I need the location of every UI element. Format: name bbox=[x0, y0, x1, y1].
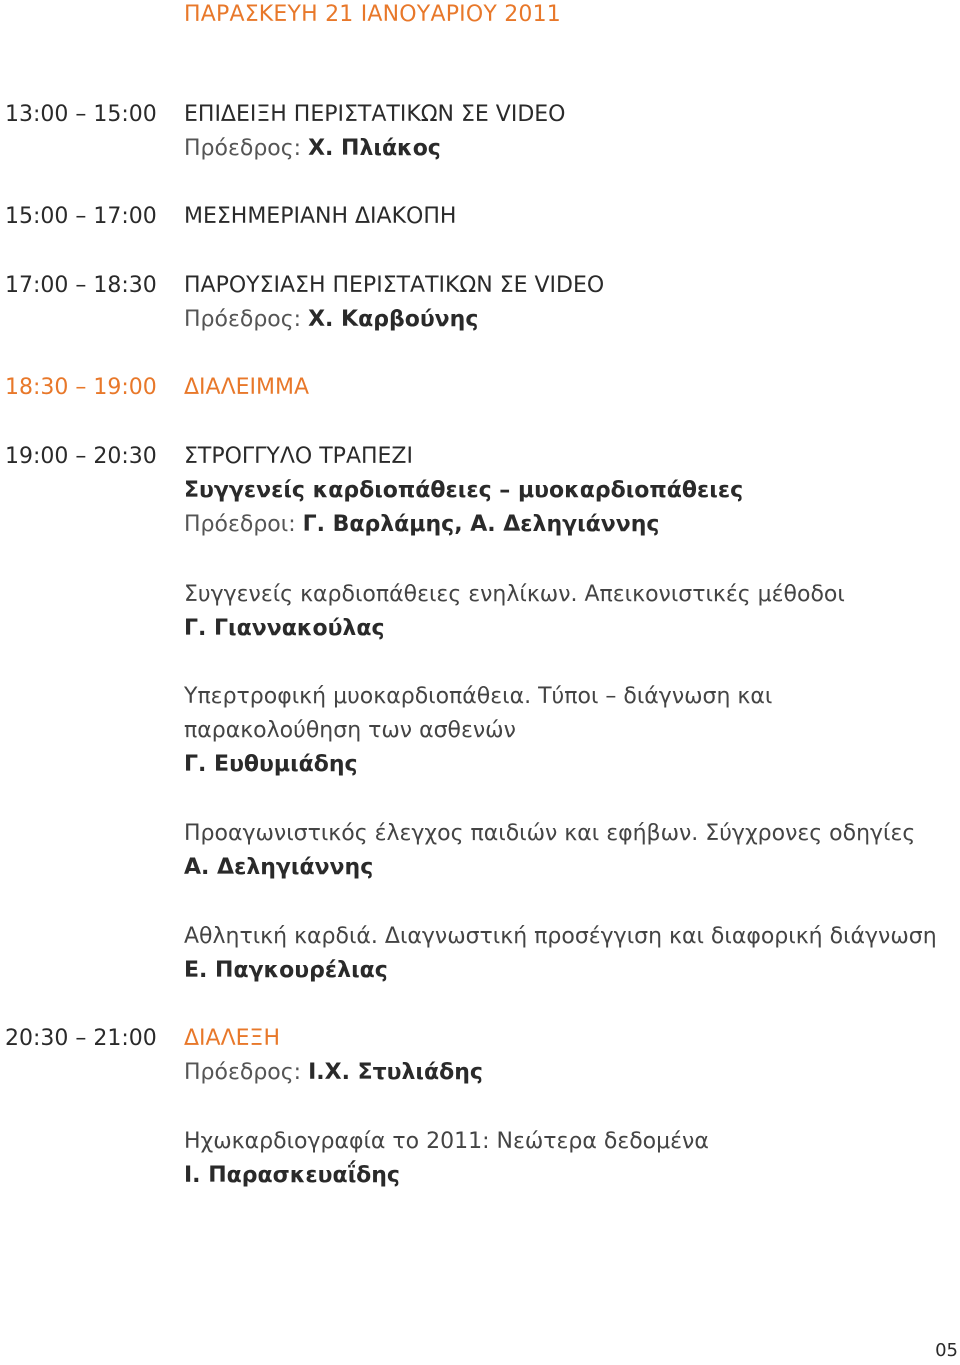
talk-title: Αθλητική καρδιά. Διαγνωστική προσέγγιση και διαφορική διάγνωση bbox=[184, 924, 937, 949]
chair-label: Πρόεδρος: bbox=[184, 307, 309, 332]
talk-title: Ηχωκαρδιογραφία το 2011: Νεώτερα δεδομένα bbox=[184, 1129, 709, 1154]
talk-speaker: Γ. Ευθυμιάδης bbox=[184, 752, 358, 777]
session-time: 13:00 – 15:00 bbox=[5, 102, 157, 127]
session-subtitle: Συγγενείς καρδιοπάθειες – μυοκαρδιοπάθειες bbox=[184, 478, 744, 503]
talk-title: Προαγωνιστικός έλεγχος παιδιών και εφήβων. Σύγχρονες οδηγίες bbox=[184, 821, 916, 846]
session-time: 18:30 – 19:00 bbox=[5, 375, 157, 400]
session-time: 15:00 – 17:00 bbox=[5, 204, 157, 229]
talk-speaker: Ι. Παρασκευαΐδης bbox=[184, 1163, 400, 1188]
session-time: 19:00 – 20:30 bbox=[5, 444, 157, 469]
session-title: ΠΑΡΟΥΣΙΑΣΗ ΠΕΡΙΣΤΑΤΙΚΩΝ ΣΕ VIDEO bbox=[184, 273, 605, 298]
session-title: ΣΤΡΟΓΓΥΛΟ ΤΡΑΠΕΖΙ bbox=[184, 444, 413, 469]
chair-name: Χ. Καρβούνης bbox=[308, 307, 479, 332]
chair-label: Πρόεδρος: bbox=[184, 136, 309, 161]
session-title: ΜΕΣΗΜΕΡΙΑΝΗ ΔΙΑΚΟΠΗ bbox=[184, 204, 457, 229]
session-title: ΔΙΑΛΕΙΜΜΑ bbox=[184, 375, 310, 400]
talk-speaker: Γ. Γιαννακούλας bbox=[184, 616, 385, 641]
session-time: 20:30 – 21:00 bbox=[5, 1026, 157, 1051]
session-time: 17:00 – 18:30 bbox=[5, 273, 157, 298]
talk-title: Υπερτροφική μυοκαρδιοπάθεια. Τύποι – διάγνωση και παρακολούθηση των ασθενών bbox=[184, 684, 773, 743]
session-title: ΔΙΑΛΕΞΗ bbox=[184, 1026, 280, 1051]
session-title: ΕΠΙΔΕΙΞΗ ΠΕΡΙΣΤΑΤΙΚΩΝ ΣΕ VIDEO bbox=[184, 102, 566, 127]
chair-name: Ι.Χ. Στυλιάδης bbox=[308, 1060, 483, 1085]
chair-label: Πρόεδρος: bbox=[184, 1060, 309, 1085]
chair-label: Πρόεδροι: bbox=[184, 512, 303, 537]
talk-title: Συγγενείς καρδιοπάθειες ενηλίκων. Απεικονιστικές μέθοδοι bbox=[184, 582, 845, 607]
chair-name: Χ. Πλιάκος bbox=[308, 136, 441, 161]
day-title: ΠΑΡΑΣΚΕΥΗ 21 ΙΑΝΟΥΑΡΙΟΥ 2011 bbox=[184, 2, 561, 27]
chair-name: Γ. Βαρλάμης, Α. Δεληγιάννης bbox=[302, 512, 660, 537]
page-number: 05 bbox=[935, 1340, 958, 1361]
talk-speaker: Α. Δεληγιάννης bbox=[184, 855, 374, 880]
talk-speaker: Ε. Παγκουρέλιας bbox=[184, 958, 388, 983]
